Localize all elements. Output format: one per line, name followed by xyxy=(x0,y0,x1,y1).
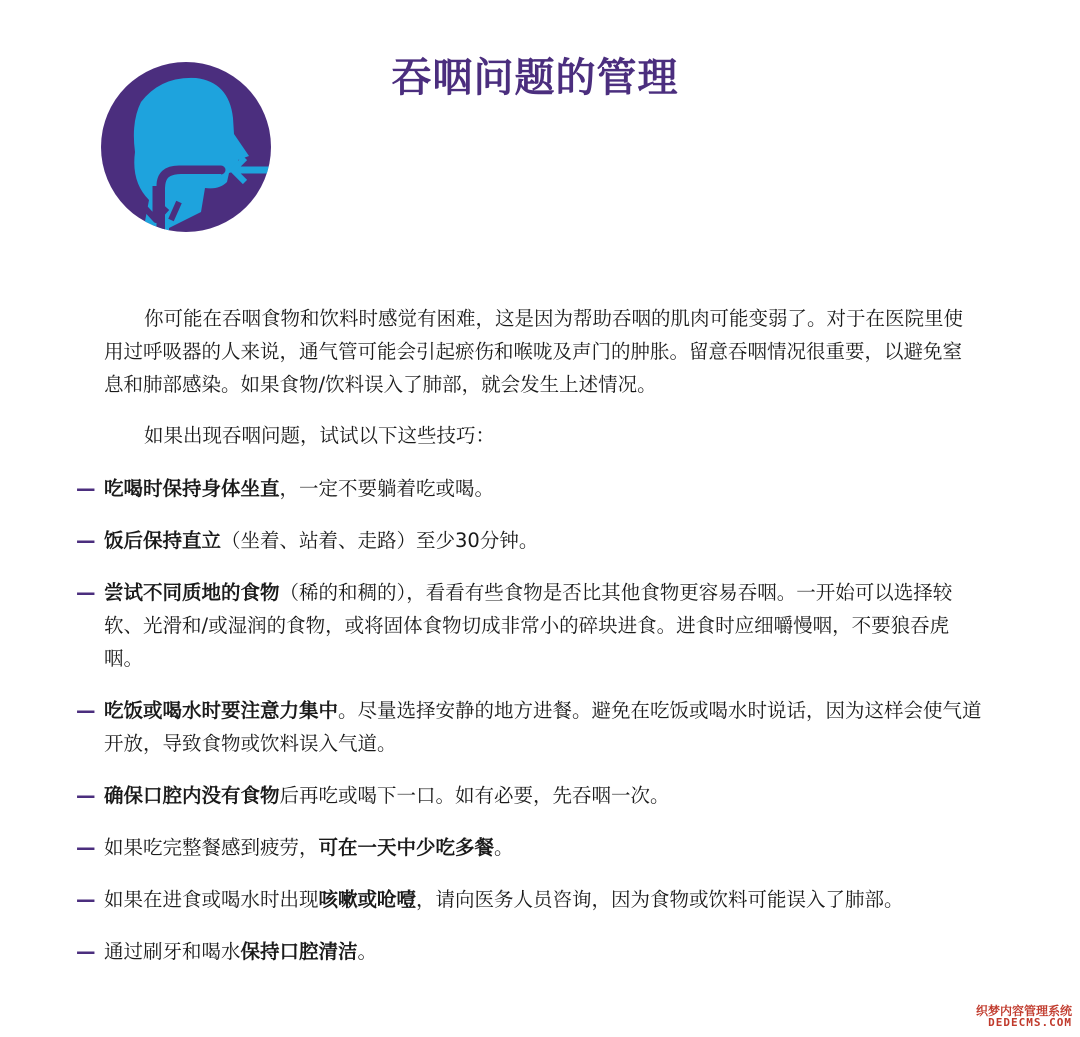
dash-marker: — xyxy=(76,699,96,722)
tip-bold-text: 吃饭或喝水时要注意力集中 xyxy=(104,699,339,722)
tip-bold-text: 饭后保持直立 xyxy=(104,529,222,552)
tip-text: ，一定不要躺着吃或喝。 xyxy=(279,477,495,500)
list-item xyxy=(76,472,982,505)
tip-bold-text: 可在一天中少吃多餐 xyxy=(318,836,495,859)
tip-bold-text: 咳嗽或呛噎 xyxy=(318,888,417,911)
list-item xyxy=(76,524,982,557)
dash-marker: — xyxy=(76,784,96,807)
list-item xyxy=(76,831,982,864)
dash-marker: — xyxy=(76,477,96,500)
watermark-text: 织梦内容管理系统 xyxy=(975,1003,1072,1018)
swallowing-head-icon xyxy=(101,62,271,232)
list-item xyxy=(76,935,982,968)
watermark xyxy=(976,1005,1072,1029)
tip-text: 。尽量选择安静的地方进餐。避免在吃饭或喝水时说话，因为这样会使气道开放，导致食物或饮料误入气道。 xyxy=(104,699,982,755)
tip-text: 通过刷牙和喝水 xyxy=(104,940,241,963)
tip-bold-text: 确保口腔内没有食物 xyxy=(104,784,280,807)
tips-list xyxy=(76,472,982,987)
list-item xyxy=(76,779,982,812)
dash-marker: — xyxy=(76,581,96,604)
tip-bold-text: 尝试不同质地的食物 xyxy=(104,581,280,604)
dash-marker: — xyxy=(76,529,96,552)
tip-text: 。 xyxy=(357,940,378,963)
tip-bold-text: 吃喝时保持身体坐直 xyxy=(104,477,280,500)
list-item xyxy=(76,883,982,916)
list-item xyxy=(76,576,982,675)
tip-text: 如果在进食或喝水时出现 xyxy=(104,888,319,911)
dash-marker: — xyxy=(76,940,96,963)
tips-lead: 如果出现吞咽问题，试试以下这些技巧： xyxy=(144,424,496,447)
tip-text: 。 xyxy=(494,836,514,859)
tip-text: （稀的和稠的），看看有些食物是否比其他食物更容易吞咽。一开始可以选择较软、光滑和/或湿润的食物，或将固体食物切成非常小的碎块进食。进食时应细嚼慢咽，不要狼吞虎咽。 xyxy=(104,581,953,670)
tip-text: （坐着、站着、走路）至少30分钟。 xyxy=(221,529,539,552)
intro-paragraph: 你可能在吞咽食物和饮料时感觉有困难，这是因为帮助吞咽的肌肉可能变弱了。对于在医院里使用过呼吸器的人来说，通气管可能会引起瘀伤和喉咙及声门的肿胀。留意吞咽情况很重要，以避免窒息和肺部感染。如果食物/饮料误入了肺部，就会发生上述情况。 xyxy=(104,307,964,396)
tip-text: 后再吃或喝下一口。如有必要，先吞咽一次。 xyxy=(279,784,670,807)
page-title: 吞咽问题的管理 xyxy=(391,55,679,101)
tip-text: ，请向医务人员咨询，因为食物或饮料可能误入了肺部。 xyxy=(416,888,904,911)
tip-text: 如果吃完整餐感到疲劳， xyxy=(104,836,319,859)
tip-bold-text: 保持口腔清洁 xyxy=(240,940,358,963)
dash-marker: — xyxy=(76,836,96,859)
watermark-url: DEDECMS.COM xyxy=(988,1016,1072,1030)
list-item xyxy=(76,694,982,760)
dash-marker: — xyxy=(76,888,96,911)
